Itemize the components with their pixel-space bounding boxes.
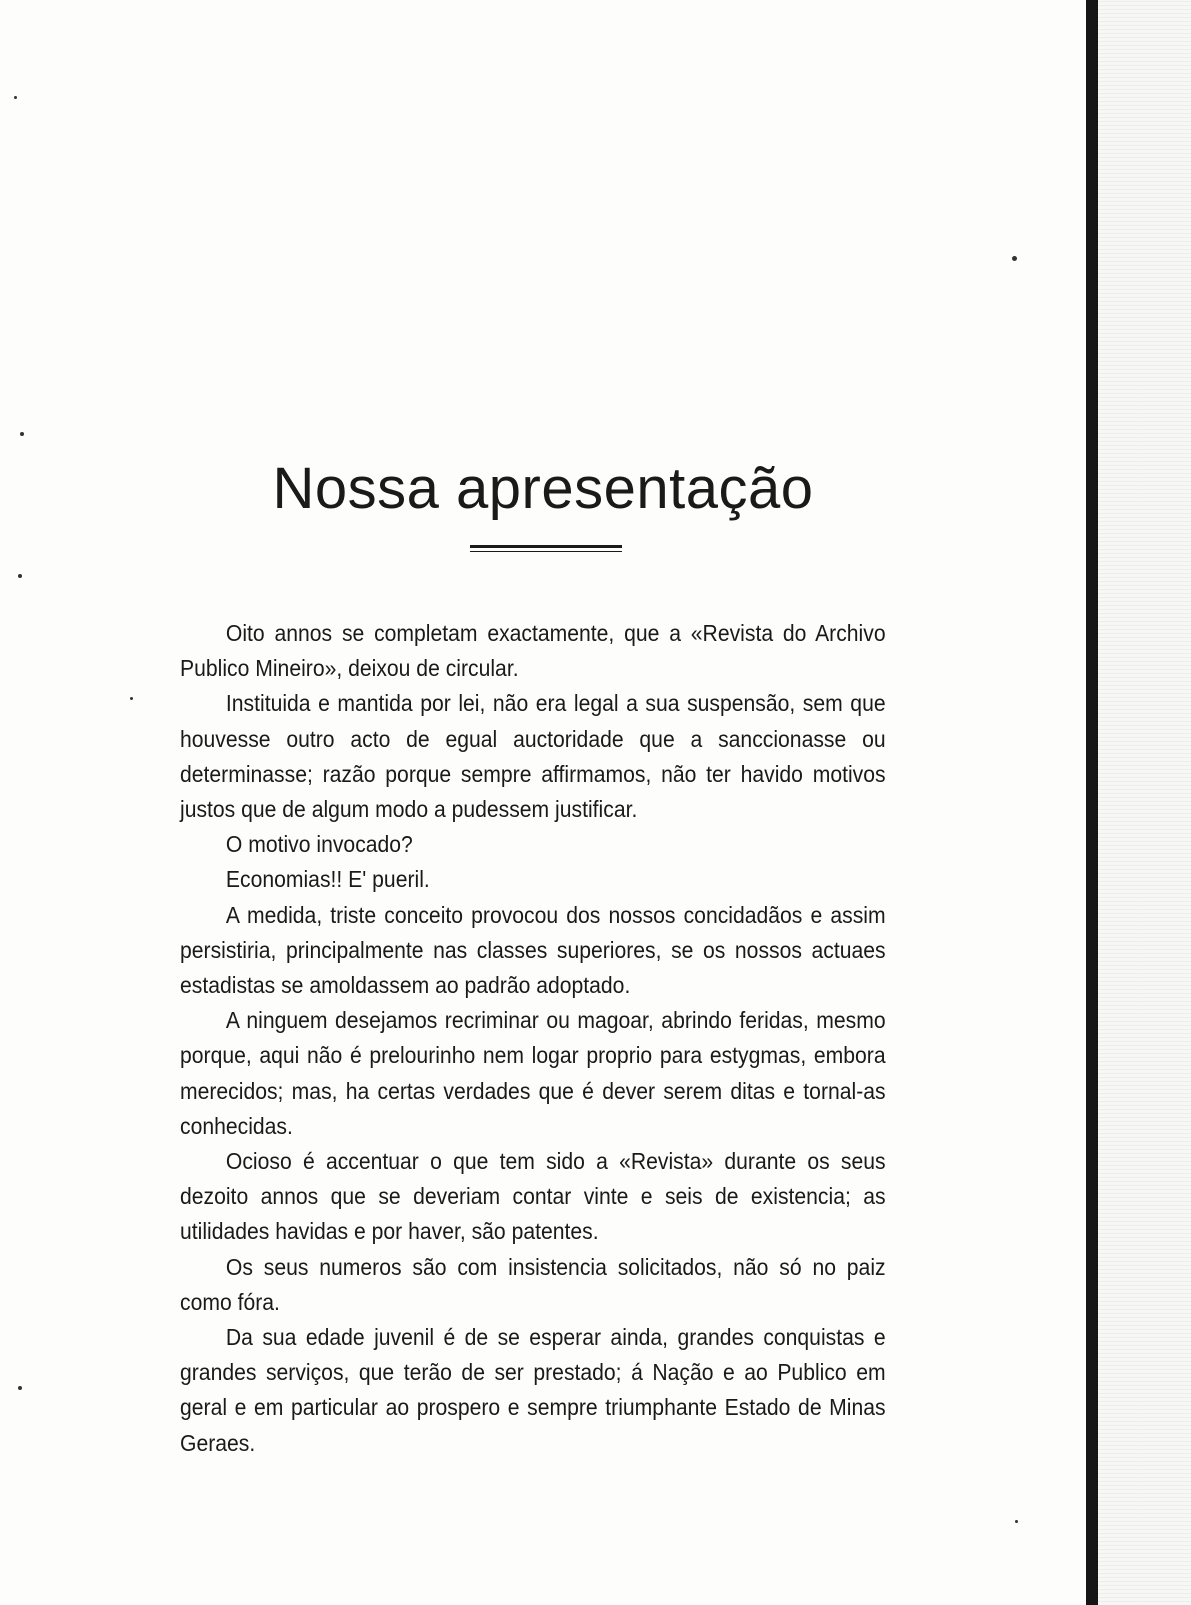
scan-speck bbox=[14, 96, 17, 99]
paragraph: A ninguem desejamos recriminar ou magoar, abrindo feridas, mesmo porque, aqui não é prelourinho nem logar proprio para estygmas, embora merecidos; mas, ha certas verdades que é dever serem ditas e tornal-as conhecidas. bbox=[180, 1007, 886, 1139]
paragraph: A medida, triste conceito provocou dos nossos concidadãos e assim persistiria, principalmente nas classes superiores, se os nossos actuaes estadistas se amoldassem ao padrão adoptado. bbox=[180, 901, 886, 999]
scan-speck bbox=[1015, 1520, 1018, 1523]
paragraph: O motivo invocado? bbox=[225, 831, 413, 858]
page-title: Nossa apresentação bbox=[272, 456, 814, 521]
paragraph: Ocioso é accentuar o que tem sido a «Revista» durante os seus dezoito annos que se deveriam contar vinte e seis de existencia; as utilidades havidas e por haver, são patentes. bbox=[180, 1148, 886, 1245]
scan-speck bbox=[18, 1386, 22, 1390]
scan-speck bbox=[20, 432, 24, 436]
binding-shadow bbox=[1098, 0, 1191, 1605]
scan-speck bbox=[1012, 256, 1017, 261]
title-underline bbox=[470, 545, 622, 553]
paragraph: Da sua edade juvenil é de se esperar ainda, grandes conquistas e grandes serviços, que terão de ser prestado; á Nação e ao Publico em geral e em particular ao prospero e sempre triumphante Estado de Minas Geraes. bbox=[180, 1324, 886, 1456]
scan-speck bbox=[18, 574, 22, 578]
article-body bbox=[180, 616, 886, 1461]
paragraph: Oito annos se completam exactamente, que a «Revista do Archivo Publico Mineiro», deixou de circular. bbox=[180, 620, 886, 682]
paragraph: Os seus numeros são com insistencia solicitados, não só no paiz como fóra. bbox=[180, 1253, 886, 1315]
scan-speck bbox=[130, 697, 133, 700]
binding-edge bbox=[1086, 0, 1098, 1605]
paragraph: Instituida e mantida por lei, não era legal a sua suspensão, sem que houvesse outro acto de egual auctoridade que a sanccionasse ou determinasse; razão porque sempre affirmamos, não ter havido motivos justos que de algum modo a pudessem justificar. bbox=[180, 690, 886, 823]
paragraph: Economias!! E' pueril. bbox=[225, 866, 430, 893]
